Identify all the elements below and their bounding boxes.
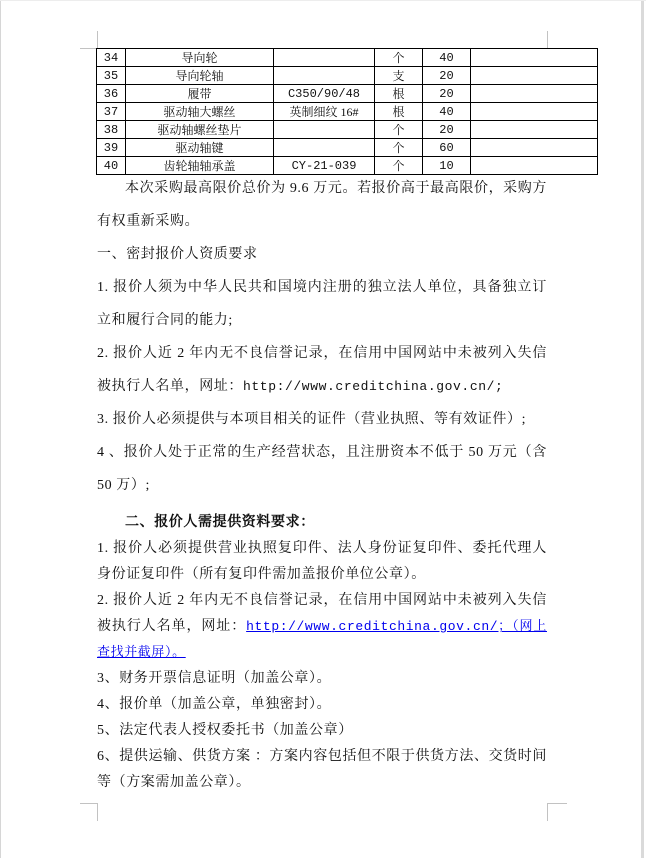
section2-item-2 <box>97 588 547 666</box>
item-unit: 支 <box>375 67 423 85</box>
item-spec <box>274 139 375 157</box>
section2-item-1: 1. 报价人必须提供营业执照复印件、法人身份证复印件、委托代理人身份证复印件（所有复印件需加盖报价单位公章）。 <box>97 541 547 582</box>
page-left-edge <box>0 0 1 858</box>
item-qty: 10 <box>423 157 471 175</box>
margin-crop-mark-top-left <box>80 31 98 49</box>
item-qty: 40 <box>423 103 471 121</box>
item-note <box>471 67 598 85</box>
item-qty: 20 <box>423 121 471 139</box>
item-qty: 60 <box>423 139 471 157</box>
item-note <box>471 139 598 157</box>
item-name: 驱动轴键 <box>126 139 274 157</box>
row-no: 35 <box>97 67 126 85</box>
item-spec <box>274 67 375 85</box>
item-note <box>471 49 598 67</box>
creditchina-hyperlink[interactable]: http://www.creditchina.gov.cn/；（网上查找并截屏）。 <box>97 619 547 660</box>
item-spec: CY-21-039 <box>274 157 375 175</box>
table-row <box>97 67 598 85</box>
section1-heading: 一、密封报价人资质要求 <box>97 247 258 262</box>
parts-table <box>96 48 598 175</box>
section2-item-6: 6、提供运输、供货方案 ：方案内容包括但不限于供货方法、交货时间等（方案需加盖公章）。 <box>97 749 547 790</box>
row-no: 40 <box>97 157 126 175</box>
item-note <box>471 103 598 121</box>
section2-item-5: 5、法定代表人授权委托书（加盖公章） <box>97 723 353 738</box>
margin-crop-mark-bottom-left <box>80 803 98 821</box>
item-unit: 个 <box>375 157 423 175</box>
item-name: 齿轮轴轴承盖 <box>126 157 274 175</box>
page-right-edge <box>641 0 644 858</box>
section1-item2-text: 2. 报价人近 2 年内无不良信誉记录，在信用中国网站中未被列入失信被执行人名单，网址： <box>97 346 547 394</box>
item-note <box>471 121 598 139</box>
item-note <box>471 85 598 103</box>
document-body <box>97 172 547 796</box>
margin-crop-mark-bottom-right <box>547 803 567 821</box>
item-name: 导向轮轴 <box>126 67 274 85</box>
row-no: 38 <box>97 121 126 139</box>
table-row <box>97 121 598 139</box>
table-row <box>97 103 598 121</box>
item-unit: 个 <box>375 49 423 67</box>
margin-crop-mark-top-right <box>547 31 567 49</box>
item-spec <box>274 121 375 139</box>
item-name: 履带 <box>126 85 274 103</box>
item-unit: 个 <box>375 139 423 157</box>
item-unit: 根 <box>375 85 423 103</box>
creditchina-url-text: http://www.creditchina.gov.cn/; <box>243 379 504 394</box>
row-no: 34 <box>97 49 126 67</box>
item-name: 驱动轴螺丝垫片 <box>126 121 274 139</box>
section1-item-2 <box>97 337 547 403</box>
item-spec <box>274 49 375 67</box>
item-unit: 个 <box>375 121 423 139</box>
page-top-edge <box>0 0 646 1</box>
item-name: 驱动轴大螺丝 <box>126 103 274 121</box>
table-row <box>97 49 598 67</box>
table-row <box>97 85 598 103</box>
section1-item-4: 4 、报价人处于正常的生产经营状态，且注册资本不低于 50 万元（含 50 万）; <box>97 445 547 493</box>
item-qty: 20 <box>423 85 471 103</box>
section2-heading: 二、报价人需提供资料要求： <box>125 515 315 530</box>
item-spec: C350/90/48 <box>274 85 375 103</box>
section1-item-1: 1. 报价人须为中华人民共和国境内注册的独立法人单位，具备独立订立和履行合同的能力; <box>97 280 547 328</box>
item-qty: 40 <box>423 49 471 67</box>
section2-item-4: 4、报价单（加盖公章，单独密封）。 <box>97 697 332 712</box>
item-unit: 根 <box>375 103 423 121</box>
item-spec: 英制细纹 16# <box>274 103 375 121</box>
item-qty: 20 <box>423 67 471 85</box>
item-name: 导向轮 <box>126 49 274 67</box>
row-no: 36 <box>97 85 126 103</box>
row-no: 39 <box>97 139 126 157</box>
section2-item-3: 3、财务开票信息证明（加盖公章）。 <box>97 671 332 686</box>
table-row <box>97 139 598 157</box>
section2-item2-text: 2. 报价人近 2 年内无不良信誉记录，在信用中国网站中未被列入失信被执行人名单，网址： <box>97 593 547 634</box>
row-no: 37 <box>97 103 126 121</box>
section1-item-3: 3. 报价人必须提供与本项目相关的证件（营业执照、等有效证件）; <box>97 412 527 427</box>
intro-paragraph: 本次采购最高限价总价为 9.6 万元。若报价高于最高限价，采购方有权重新采购。 <box>97 181 547 229</box>
